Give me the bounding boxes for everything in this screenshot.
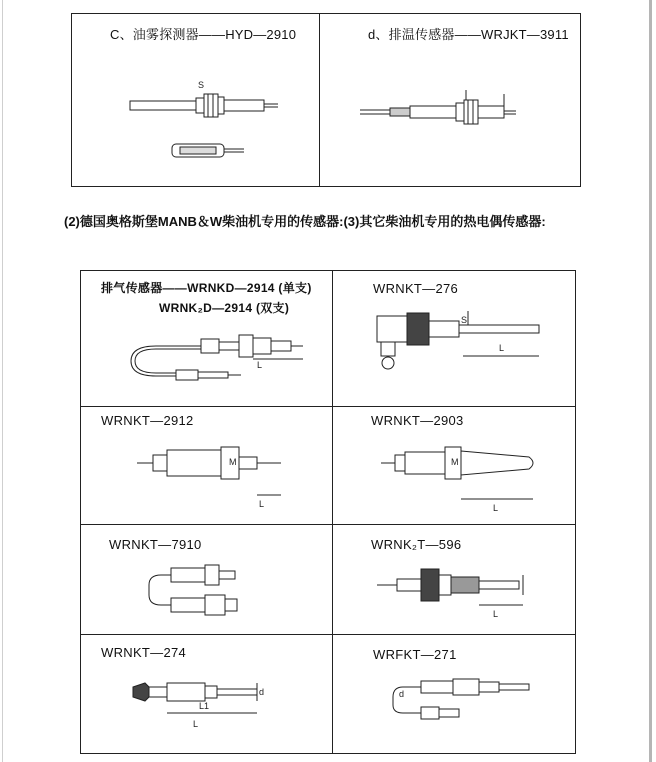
dim-label-l: L [257,360,263,370]
top-sensor-panel [71,13,581,187]
dim-label-l: L [499,343,505,353]
exhaust-temp-sensor-title: d、排温传感器——WRJKT—3911 [368,27,569,42]
sensor-title: WRNKT—274 [101,645,187,660]
sensor-title: WRNK₂T—596 [371,537,462,552]
sensor-title: WRNKT—2912 [101,413,194,428]
sensor-drawing [81,271,332,406]
sensor-drawing [333,525,577,634]
sensor-cell-wrnkt-274 [81,635,332,753]
section-caption: (2)德国奥格斯堡MANB＆W柴油机专用的传感器:(3)其它柴油机专用的热电偶传感器: [64,214,546,229]
oil-mist-detector-cell [72,14,319,186]
sensor-cell-wrnkt-276 [333,271,577,406]
dim-label-s: S [198,80,205,90]
dim-label-d: d [399,689,405,699]
dim-label-l1: L1 [199,701,210,711]
sensor-cell-wrfkt-271 [333,635,577,753]
page-edge-shadow [649,0,652,762]
dim-label-s: S [461,315,468,325]
sensor-title: WRNKT—7910 [109,537,202,552]
page-edge [2,0,3,762]
dim-label-l: L [493,609,499,619]
dim-label-l: L [259,499,265,509]
sensor-title: 排气传感器——WRNKD—2914 (单支) [101,281,312,295]
sensor-drawing [333,635,577,753]
oil-mist-detector-title: C、油雾探测器——HYD—2910 [110,27,297,42]
dim-label-l: L [193,719,199,729]
sensor-drawing [333,271,577,406]
sensor-cell-wrnkt-2903 [333,407,577,524]
sensor-subtitle: WRNK₂D—2914 (双支) [159,301,290,315]
sensor-cell-wrnkt-7910 [81,525,332,634]
sensor-title: WRNKT—2903 [371,413,464,428]
thermocouple-sensor-grid [80,270,576,754]
exhaust-temp-sensor-cell [320,14,582,186]
sensor-title: WRNKT—276 [373,281,459,296]
sensor-drawing [81,635,332,753]
sensor-cell-wrnkd-2914 [81,271,332,406]
sensor-title: WRFKT—271 [373,647,457,662]
sensor-drawing [81,407,332,524]
dim-label-d: d [259,687,265,697]
dim-label-m: M [451,457,459,467]
dim-label-l: L [493,503,499,513]
sensor-drawing [81,525,332,634]
sensor-cell-wrnkt-2912 [81,407,332,524]
sensor-cell-wrnk2t-596 [333,525,577,634]
sensor-drawing [333,407,577,524]
dim-label-m: M [229,457,237,467]
